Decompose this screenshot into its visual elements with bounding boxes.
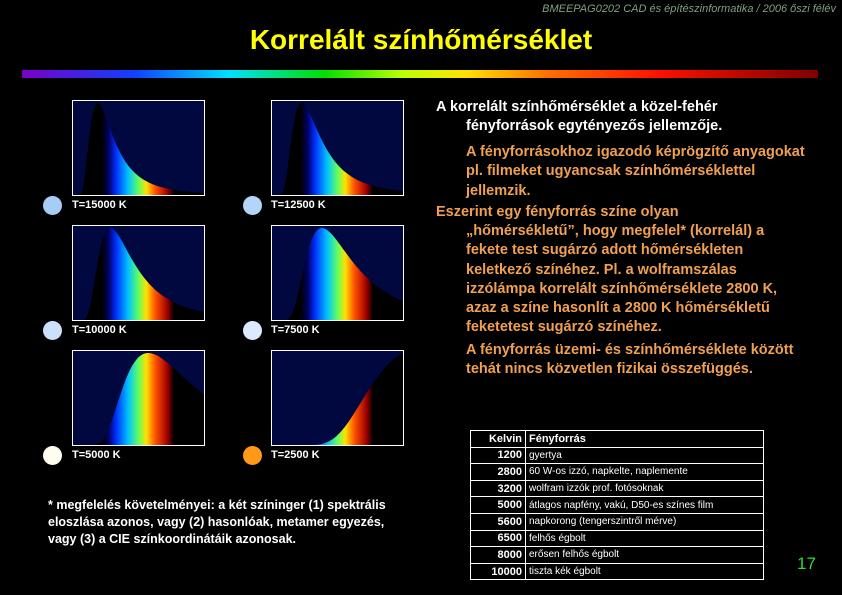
kelvin-cell: 8000 xyxy=(471,547,526,564)
temperature-label: T=7500 K xyxy=(271,324,320,336)
source-cell: wolfram izzók prof. fotósoknak xyxy=(526,480,764,497)
color-swatch-dot xyxy=(43,446,62,465)
temperature-label: T=2500 K xyxy=(271,449,320,461)
table-row xyxy=(471,563,764,580)
footnote: * megfelelés követelményei: a két színinger (1) spektrális eloszlása azonos, vagy (2) hasonlóak, metamer egyezés, vagy (3) a CIE színkoordinátáik azonosak. xyxy=(48,498,386,546)
table-row xyxy=(471,497,764,514)
spectrum-panel xyxy=(72,225,205,321)
table-row xyxy=(471,513,764,530)
source-cell: erősen felhős égbolt xyxy=(526,547,764,564)
kelvin-cell: 1200 xyxy=(471,447,526,464)
rainbow-divider xyxy=(22,70,818,78)
spectrum-panel xyxy=(72,350,205,446)
heading-line-2: fényforrások egytényezős jellemzője. xyxy=(466,118,723,134)
source-cell: átlagos napfény, vakú, D50-es színes film xyxy=(526,497,764,514)
source-cell: gyertya xyxy=(526,447,764,464)
spectrum-curve xyxy=(73,228,204,320)
color-swatch-dot xyxy=(243,446,262,465)
spectrum-panel xyxy=(271,225,404,321)
table-header-row xyxy=(471,431,764,448)
source-cell: felhős égbolt xyxy=(526,530,764,547)
spectrum-curve xyxy=(73,353,204,445)
spectrum-curve xyxy=(272,228,403,320)
slide-title: Korrelált színhőmérséklet xyxy=(249,24,593,55)
source-cell: tiszta kék égbolt xyxy=(526,563,764,580)
color-swatch-dot xyxy=(43,196,62,215)
table-row xyxy=(471,464,764,481)
paragraph-3: A fényforrás üzemi- és színhőmérséklete között tehát nincs közvetlen fizikai összefüggés. xyxy=(466,342,794,378)
spectrum-curve xyxy=(272,353,403,445)
paragraph-1: A fényforrásokhoz igazodó képrögzítő anyagokat pl. filmeket ugyancsak színhőmérséklettel jellemzik. xyxy=(466,144,805,199)
spectrum-panel xyxy=(271,100,404,196)
table-row xyxy=(471,480,764,497)
spectrum-panel xyxy=(72,100,205,196)
color-temperature-table xyxy=(470,430,764,580)
color-swatch-dot xyxy=(243,196,262,215)
temperature-label: T=12500 K xyxy=(271,199,326,211)
color-swatch-dot xyxy=(243,321,262,340)
course-header: BMEEPAG0202 CAD és építészinformatika / 2006 őszi félév xyxy=(542,3,836,15)
source-cell: 60 W-os izzó, napkelte, naplemente xyxy=(526,464,764,481)
spectrum-curve xyxy=(272,103,403,195)
kelvin-cell: 5000 xyxy=(471,497,526,514)
color-swatch-dot xyxy=(43,321,62,340)
table-row xyxy=(471,530,764,547)
temperature-label: T=15000 K xyxy=(72,199,127,211)
spectrum-curve xyxy=(73,103,204,195)
temperature-label: T=10000 K xyxy=(72,324,127,336)
col-header-kelvin: Kelvin xyxy=(471,431,526,448)
kelvin-cell: 6500 xyxy=(471,530,526,547)
source-cell: napkorong (tengerszintről mérve) xyxy=(526,513,764,530)
kelvin-cell: 5600 xyxy=(471,513,526,530)
kelvin-cell: 3200 xyxy=(471,480,526,497)
spectrum-panel xyxy=(271,350,404,446)
kelvin-cell: 2800 xyxy=(471,464,526,481)
page-number: 17 xyxy=(797,554,816,573)
table-row xyxy=(471,447,764,464)
col-header-source: Fényforrás xyxy=(526,431,764,448)
heading-line-1: A korrelált színhőmérséklet a közel-fehér xyxy=(436,99,718,115)
paragraph-2-rest: „hőmérsékletű”, hogy megfelel* (korrelál) a fekete test sugárzó adott hőmérsékleten keletkező színéhez. Pl. a wolframszálas izzólámpa korrelált színhőmérséklete 2800 K, azaz a színe hasonlít a 2800 K hőmérsékletű feketetest sugárzó színéhez. xyxy=(466,223,778,336)
paragraph-2-first: Eszerint egy fényforrás színe olyan xyxy=(436,204,679,220)
kelvin-cell: 10000 xyxy=(471,563,526,580)
temperature-label: T=5000 K xyxy=(72,449,121,461)
table-row xyxy=(471,547,764,564)
